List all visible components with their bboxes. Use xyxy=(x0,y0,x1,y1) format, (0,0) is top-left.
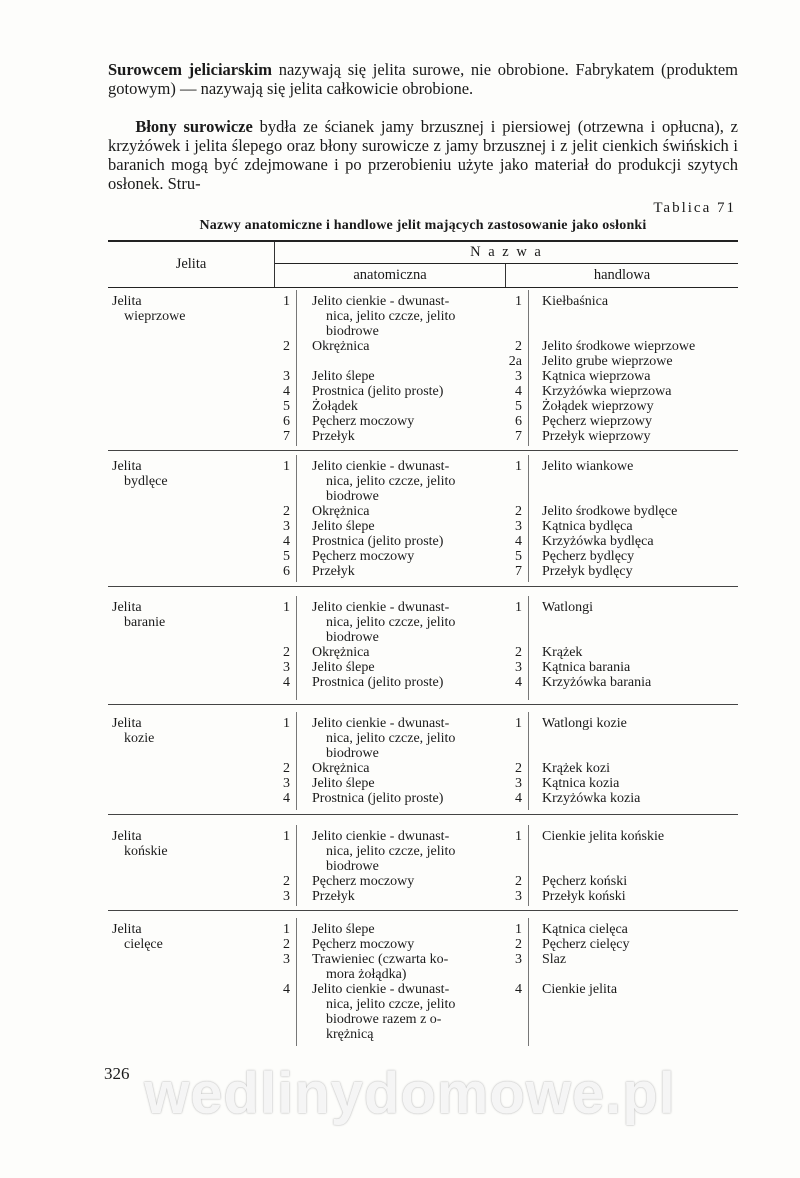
intro-text-1: nazywają się jelita surowe, nie obrobione. Fabrykatem (produktem gotowym) — nazywają się jelita całkowicie obrobione. xyxy=(108,60,738,98)
anatomical-number: 3 xyxy=(283,952,290,967)
anatomical-name: Jelito cienkie - dwunast- xyxy=(312,716,450,731)
trade-name: Kątnica wieprzowa xyxy=(542,369,651,384)
anatomical-name: Okrężnica xyxy=(312,645,370,660)
anatomical-name: Okrężnica xyxy=(312,339,370,354)
anatomical-name: Prostnica (jelito proste) xyxy=(312,791,444,806)
anatomical-number: 3 xyxy=(283,369,290,384)
watermark: wedlinydomowe.pl xyxy=(144,1061,676,1126)
trade-name: Przełyk wieprzowy xyxy=(542,429,651,444)
column-divider-right xyxy=(528,290,529,446)
trade-name: Krzyżówka barania xyxy=(542,675,652,690)
column-divider-left xyxy=(296,712,297,810)
intro-paragraph-2 xyxy=(108,117,738,193)
anatomical-name: Jelito ślepe xyxy=(312,922,375,937)
trade-name: Żołądek wieprzowy xyxy=(542,399,654,414)
header-nazwa: N a z w a xyxy=(470,244,543,260)
anatomical-name: nica, jelito czcze, jelito xyxy=(326,309,456,324)
column-divider-right xyxy=(528,825,529,906)
column-divider-right xyxy=(528,918,529,1046)
trade-name: Jelito środkowe wieprzowe xyxy=(542,339,696,354)
anatomical-number: 3 xyxy=(283,660,290,675)
group-separator xyxy=(108,910,738,911)
trade-name: Krzyżówka bydlęca xyxy=(542,534,654,549)
table-number: Tablica 71 xyxy=(653,200,736,216)
trade-number: 4 xyxy=(515,675,522,690)
group-name-sub: bydlęce xyxy=(124,474,168,489)
anatomical-name: nica, jelito czcze, jelito xyxy=(326,615,456,630)
anatomical-name: Jelito cienkie - dwunast- xyxy=(312,829,450,844)
anatomical-name: Pęcherz moczowy xyxy=(312,414,415,429)
intro-term-1: Surowcem jeliciarskim xyxy=(108,60,273,79)
trade-number: 5 xyxy=(515,549,522,564)
anatomical-number: 4 xyxy=(283,982,290,997)
trade-name: Pęcherz koński xyxy=(542,874,628,889)
anatomical-number: 2 xyxy=(283,937,290,952)
anatomical-number: 6 xyxy=(283,564,290,579)
group-name: Jelita xyxy=(112,294,142,309)
trade-number: 6 xyxy=(515,414,522,429)
anatomical-number: 2 xyxy=(283,874,290,889)
anatomical-name: Jelito ślepe xyxy=(312,519,375,534)
trade-number: 1 xyxy=(515,829,522,844)
trade-name: Kiełbaśnica xyxy=(542,294,609,309)
trade-name: Przełyk bydlęcy xyxy=(542,564,633,579)
column-divider-left xyxy=(296,290,297,446)
anatomical-name: biodrowe razem z o- xyxy=(326,1012,442,1027)
trade-name: Krzyżówka kozia xyxy=(542,791,641,806)
trade-name: Pęcherz bydlęcy xyxy=(542,549,635,564)
trade-name: Pęcherz wieprzowy xyxy=(542,414,653,429)
anatomical-name: Jelito ślepe xyxy=(312,776,375,791)
anatomical-number: 3 xyxy=(283,519,290,534)
header-jelita: Jelita xyxy=(175,256,207,272)
anatomical-name: biodrowe xyxy=(326,746,379,761)
trade-number: 7 xyxy=(515,564,522,579)
trade-number: 3 xyxy=(515,776,522,791)
anatomical-name: Pęcherz moczowy xyxy=(312,937,415,952)
group-name: Jelita xyxy=(112,716,142,731)
group-name-sub: kozie xyxy=(124,731,155,746)
column-divider-left xyxy=(296,455,297,582)
anatomical-name: nica, jelito czcze, jelito xyxy=(326,844,456,859)
trade-number: 2 xyxy=(515,339,522,354)
anatomical-number: 4 xyxy=(283,534,290,549)
trade-number: 3 xyxy=(515,660,522,675)
trade-number: 1 xyxy=(515,459,522,474)
anatomical-name: Jelito cienkie - dwunast- xyxy=(312,600,450,615)
group-name-sub: baranie xyxy=(124,615,166,630)
anatomical-number: 1 xyxy=(283,716,290,731)
anatomical-name: Przełyk xyxy=(312,889,355,904)
trade-name: Krzyżówka wieprzowa xyxy=(542,384,672,399)
anatomical-number: 5 xyxy=(283,549,290,564)
trade-number: 2 xyxy=(515,874,522,889)
anatomical-name: Jelito cienkie - dwunast- xyxy=(312,982,450,997)
anatomical-name: nica, jelito czcze, jelito xyxy=(326,474,456,489)
column-divider-left xyxy=(296,596,297,700)
column-divider-left xyxy=(296,918,297,1046)
anatomical-name: biodrowe xyxy=(326,630,379,645)
intro-text-2: bydła ze ścianek jamy brzusznej i piersiowej (otrzewna i opłucna), z krzyżówek i jelita ślepego oraz błony surowicze z jamy brzusznej i z jelit cienkich świńskich i baranich mogą być zdejmowane i po przerobieniu użyte jako materiał do produkcji szytych osłonek. Stru- xyxy=(108,117,738,193)
group-separator xyxy=(108,814,738,815)
anatomical-name: Prostnica (jelito proste) xyxy=(312,384,444,399)
trade-number: 1 xyxy=(515,600,522,615)
trade-name: Krążek xyxy=(542,645,583,660)
anatomical-number: 1 xyxy=(283,600,290,615)
anatomical-name: Prostnica (jelito proste) xyxy=(312,675,444,690)
anatomical-name: biodrowe xyxy=(326,859,379,874)
trade-number: 1 xyxy=(515,716,522,731)
anatomical-name: biodrowe xyxy=(326,324,379,339)
anatomical-name: Jelito cienkie - dwunast- xyxy=(312,294,450,309)
intro-term-2: Błony surowicze xyxy=(135,117,253,136)
trade-number: 4 xyxy=(515,534,522,549)
column-divider-right xyxy=(528,596,529,700)
column-divider-left xyxy=(296,825,297,906)
group-separator xyxy=(108,704,738,705)
header-handlowa: handlowa xyxy=(593,267,651,283)
anatomical-name: Pęcherz moczowy xyxy=(312,549,415,564)
header-anatomiczna: anatomiczna xyxy=(353,267,427,283)
anatomical-number: 6 xyxy=(283,414,290,429)
anatomical-number: 4 xyxy=(283,675,290,690)
anatomical-name: Prostnica (jelito proste) xyxy=(312,534,444,549)
anatomical-number: 2 xyxy=(283,645,290,660)
trade-name: Cienkie jelita xyxy=(542,982,618,997)
group-separator xyxy=(108,586,738,587)
anatomical-name: Okrężnica xyxy=(312,761,370,776)
group-name-sub: wieprzowe xyxy=(124,309,186,324)
column-divider-right xyxy=(528,455,529,582)
anatomical-name: nica, jelito czcze, jelito xyxy=(326,731,456,746)
header-mid-rule xyxy=(275,263,738,264)
trade-number: 7 xyxy=(515,429,522,444)
anatomical-name: Przełyk xyxy=(312,429,355,444)
anatomical-name: biodrowe xyxy=(326,489,379,504)
anatomical-name: Przełyk xyxy=(312,564,355,579)
group-name: Jelita xyxy=(112,600,142,615)
group-name: Jelita xyxy=(112,829,142,844)
table-top-rule xyxy=(108,240,738,242)
trade-number: 4 xyxy=(515,384,522,399)
trade-number: 2 xyxy=(515,761,522,776)
group-name-sub: cielęce xyxy=(124,937,163,952)
trade-name: Cienkie jelita końskie xyxy=(542,829,665,844)
trade-number: 3 xyxy=(515,369,522,384)
trade-name: Jelito grube wieprzowe xyxy=(542,354,673,369)
anatomical-name: mora żołądka) xyxy=(326,967,407,982)
trade-number: 2a xyxy=(508,354,522,369)
trade-number: 2 xyxy=(515,645,522,660)
group-name: Jelita xyxy=(112,922,142,937)
anatomical-number: 4 xyxy=(283,791,290,806)
trade-name: Kątnica barania xyxy=(542,660,631,675)
intro-paragraph-1 xyxy=(108,60,738,98)
trade-number: 3 xyxy=(515,889,522,904)
trade-number: 3 xyxy=(515,952,522,967)
group-name: Jelita xyxy=(112,459,142,474)
trade-name: Watlongi xyxy=(542,600,593,615)
anatomical-number: 2 xyxy=(283,339,290,354)
anatomical-name: Żołądek xyxy=(312,399,358,414)
trade-name: Pęcherz cielęcy xyxy=(542,937,630,952)
trade-number: 4 xyxy=(515,982,522,997)
anatomical-number: 4 xyxy=(283,384,290,399)
trade-number: 5 xyxy=(515,399,522,414)
trade-name: Slaz xyxy=(542,952,567,967)
trade-number: 2 xyxy=(515,937,522,952)
anatomical-number: 1 xyxy=(283,922,290,937)
trade-name: Kątnica kozia xyxy=(542,776,620,791)
anatomical-number: 2 xyxy=(283,504,290,519)
page-number: 326 xyxy=(104,1064,130,1083)
anatomical-number: 3 xyxy=(283,776,290,791)
trade-number: 3 xyxy=(515,519,522,534)
anatomical-name: krężnicą xyxy=(326,1027,374,1042)
trade-name: Przełyk koński xyxy=(542,889,626,904)
anatomical-name: Trawieniec (czwarta ko- xyxy=(312,952,449,967)
anatomical-number: 1 xyxy=(283,294,290,309)
anatomical-name: nica, jelito czcze, jelito xyxy=(326,997,456,1012)
anatomical-name: Jelito ślepe xyxy=(312,369,375,384)
anatomical-name: Jelito ślepe xyxy=(312,660,375,675)
anatomical-number: 3 xyxy=(283,889,290,904)
anatomical-number: 7 xyxy=(283,429,290,444)
column-divider-right xyxy=(528,712,529,810)
anatomical-number: 1 xyxy=(283,459,290,474)
trade-number: 4 xyxy=(515,791,522,806)
trade-name: Jelito środkowe bydlęce xyxy=(542,504,678,519)
group-name-sub: końskie xyxy=(124,844,168,859)
trade-name: Kątnica cielęca xyxy=(542,922,628,937)
trade-number: 1 xyxy=(515,294,522,309)
group-separator xyxy=(108,450,738,451)
anatomical-name: Jelito cienkie - dwunast- xyxy=(312,459,450,474)
anatomical-name: Pęcherz moczowy xyxy=(312,874,415,889)
trade-number: 2 xyxy=(515,504,522,519)
anatomical-number: 1 xyxy=(283,829,290,844)
trade-name: Krążek kozi xyxy=(542,761,611,776)
header-bottom-rule xyxy=(108,287,738,288)
table-title: Nazwy anatomiczne i handlowe jelit mających zastosowanie jako osłonki xyxy=(199,218,647,233)
anatomical-number: 5 xyxy=(283,399,290,414)
trade-name: Watlongi kozie xyxy=(542,716,627,731)
trade-name: Kątnica bydlęca xyxy=(542,519,633,534)
anatomical-number: 2 xyxy=(283,761,290,776)
trade-number: 1 xyxy=(515,922,522,937)
anatomical-name: Okrężnica xyxy=(312,504,370,519)
trade-name: Jelito wiankowe xyxy=(542,459,634,474)
